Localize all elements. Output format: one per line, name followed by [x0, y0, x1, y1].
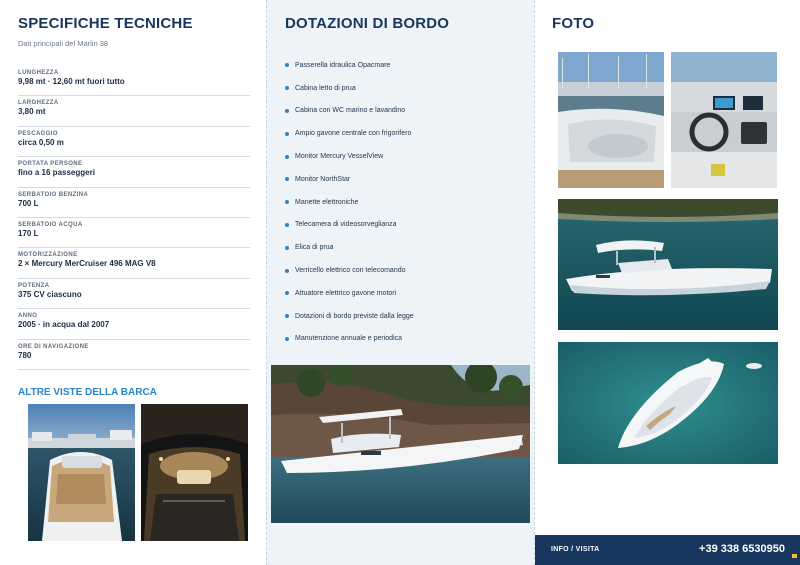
spec-value: 375 CV ciascuno: [18, 289, 82, 299]
equipment-item-label: Telecamera di videosorveglianza: [295, 221, 397, 229]
photo-boat-cliff-image: [271, 365, 530, 523]
specs-panel: [0, 0, 266, 565]
photos-panel: [534, 0, 800, 565]
spec-label: MOTORIZZAZIONE: [18, 252, 78, 259]
list-item: [285, 77, 525, 100]
spec-value: 2005 · in acqua dal 2007: [18, 320, 110, 330]
photo-aerial-cruise[interactable]: [558, 199, 778, 330]
spec-label: PESCAGGIO: [18, 130, 58, 137]
bullet-icon: [285, 314, 289, 318]
photo-deck-marina-image: [28, 404, 135, 541]
spec-value: circa 0,50 m: [18, 137, 64, 147]
list-item: [285, 191, 525, 214]
photo-helm-station[interactable]: [671, 52, 777, 188]
bullet-icon: [285, 109, 289, 113]
photo-stern-marina-image: [558, 52, 664, 188]
photo-stern-marina[interactable]: [558, 52, 664, 188]
equipment-panel: [266, 0, 534, 565]
photo-boat-cliff[interactable]: [271, 365, 530, 523]
photo-cockpit-night-image: [141, 404, 248, 541]
spec-row: [18, 188, 250, 218]
spec-row: [18, 127, 250, 157]
list-item: [285, 282, 525, 305]
flag-icon: [792, 554, 797, 558]
spec-row: [18, 218, 250, 248]
spec-row: [18, 340, 250, 370]
equipment-item-label: Manutenzione annuale e periodica: [295, 335, 403, 343]
bullet-icon: [285, 200, 289, 204]
contact-footer: [535, 535, 800, 565]
specs-subtitle: Dati principali del Marlin 38: [18, 39, 109, 48]
spec-label: LARGHEZZA: [18, 100, 59, 107]
equipment-item-label: Dotazioni di bordo previste dalla legge: [295, 312, 414, 320]
info-visit-label: INFO / VISITA: [551, 546, 600, 553]
equipment-list: [285, 54, 525, 350]
photo-aerial-topdown[interactable]: [558, 342, 778, 464]
spec-value: 780: [18, 350, 32, 360]
spec-value: 3,80 mt: [18, 107, 46, 117]
spec-value: fino a 16 passeggeri: [18, 168, 95, 178]
spec-value: 170 L: [18, 228, 39, 238]
specs-list: [18, 66, 250, 370]
bullet-icon: [285, 269, 289, 273]
list-item: [285, 236, 525, 259]
bullet-icon: [285, 291, 289, 295]
bullet-icon: [285, 132, 289, 136]
spec-value: 700 L: [18, 198, 39, 208]
bullet-icon: [285, 177, 289, 181]
list-item: [285, 305, 525, 328]
equipment-item-label: Cabina letto di prua: [295, 84, 356, 92]
equipment-item-label: Elica di prua: [295, 244, 334, 252]
spec-label: ORE DI NAVIGAZIONE: [18, 343, 89, 350]
spec-value: 9,98 mt · 12,60 mt fuori tutto: [18, 77, 125, 86]
bullet-icon: [285, 223, 289, 227]
spec-row: [18, 66, 250, 96]
list-item: [285, 145, 525, 168]
bullet-icon: [285, 337, 289, 341]
photo-cockpit-night[interactable]: [141, 404, 248, 541]
list-item: [285, 168, 525, 191]
equipment-item-label: Attuatore elettrico gavone motori: [295, 289, 397, 297]
bullet-icon: [285, 246, 289, 250]
list-item: [285, 100, 525, 123]
equipment-item-label: Cabina con WC marino e lavandino: [295, 107, 406, 115]
list-item: [285, 259, 525, 282]
spec-row: [18, 157, 250, 187]
spec-label: SERBATOIO ACQUA: [18, 221, 83, 228]
list-item: [285, 122, 525, 145]
equipment-item-label: Passerella idraulica Opacmare: [295, 61, 391, 69]
spec-row: [18, 96, 250, 126]
list-item: [285, 54, 525, 77]
bullet-icon: [285, 63, 289, 67]
spec-row: [18, 279, 250, 309]
equipment-item-label: Manette elettroniche: [295, 198, 359, 206]
equipment-item-label: Verricello elettrico con telecomando: [295, 267, 406, 275]
other-views-title: ALTRE VISTE DELLA BARCA: [18, 387, 157, 398]
spec-value: 2 × Mercury MerCruiser 496 MAG V8: [18, 259, 156, 269]
bullet-icon: [285, 155, 289, 159]
equipment-item-label: Monitor NorthStar: [295, 175, 351, 183]
photo-aerial-topdown-image: [558, 342, 778, 464]
bullet-icon: [285, 86, 289, 90]
equipment-title: DOTAZIONI DI BORDO: [285, 15, 450, 32]
list-item: [285, 214, 525, 237]
equipment-item-label: Ampio gavone centrale con frigorifero: [295, 130, 412, 138]
spec-row: [18, 248, 250, 278]
phone-number-link[interactable]: +39 338 6530950: [699, 543, 785, 555]
spec-label: ANNO: [18, 313, 38, 320]
spec-label: PORTATA PERSONE: [18, 161, 83, 168]
list-item: [285, 328, 525, 351]
spec-label: LUNGHEZZA: [18, 70, 59, 76]
specs-title: SPECIFICHE TECNICHE: [18, 15, 193, 32]
photo-helm-station-image: [671, 52, 777, 188]
photo-deck-marina[interactable]: [28, 404, 135, 541]
spec-label: POTENZA: [18, 282, 50, 289]
photo-aerial-cruise-image: [558, 199, 778, 330]
spec-label: SERBATOIO BENZINA: [18, 191, 89, 198]
equipment-item-label: Monitor Mercury VesselView: [295, 153, 384, 161]
spec-row: [18, 309, 250, 339]
photos-title: FOTO: [552, 15, 595, 32]
